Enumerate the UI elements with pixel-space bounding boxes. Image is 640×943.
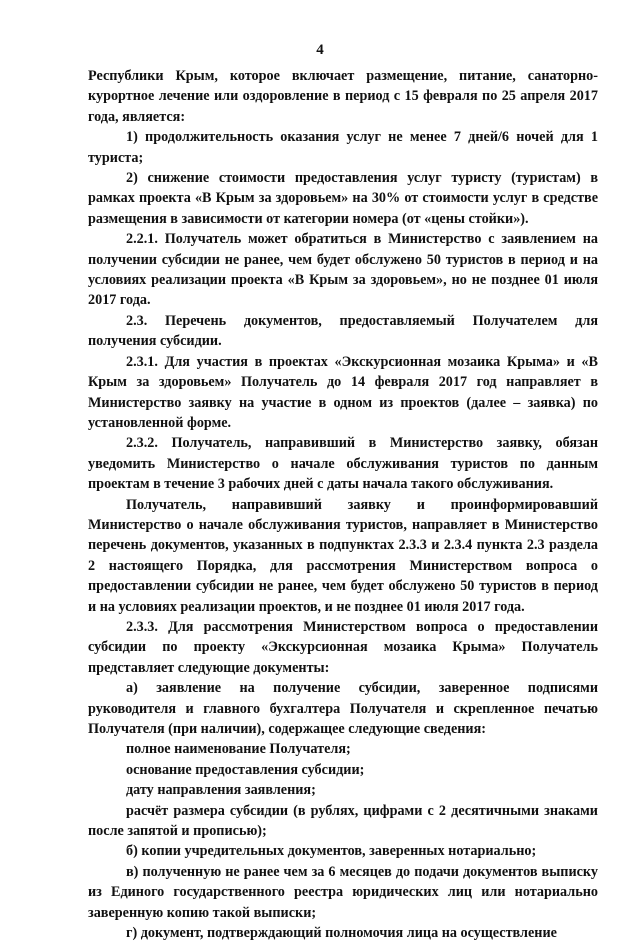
paragraph: расчёт размера субсидии (в рублях, цифрами с 2 десятичными знаками после запятой и прописью); xyxy=(88,802,598,840)
paragraph: 2.3.1. Для участия в проектах «Экскурсионная мозаика Крыма» и «В Крым за здоровьем» Получатель до 14 февраля 2017 год направляет в Министерство заявку на участие в одном из проектов (далее – заявка) по установленной форме. xyxy=(88,353,598,431)
paragraph: 2.3.3. Для рассмотрения Министерством вопроса о предоставлении субсидии по проекту «Экскурсионная мозаика Крыма» Получатель представляет следующие документы: xyxy=(88,618,598,676)
paragraph: 2.2.1. Получатель может обратиться в Министерство с заявлением на получении субсидии не ранее, чем будет обслужено 50 туристов в период и на условиях реализации проекта «В Крым за здоровьем», но не позднее 01 июля 2017 года. xyxy=(88,231,598,309)
paragraph: 1) продолжительность оказания услуг не менее 7 дней/6 ночей для 1 туриста; xyxy=(88,129,598,166)
paragraph: г) документ, подтверждающий полномочия лица на осуществление xyxy=(126,925,557,942)
page-number: 4 xyxy=(316,42,324,58)
paragraph: а) заявление на получение субсидии, заверенное подписями руководителя и главного бухгалтера Получателя и скрепленное печатью Получателя (при наличии), содержащее следующие сведения: xyxy=(88,680,598,737)
paragraph: Республики Крым, которое включает размещение, питание, санаторно-курортное лечение или оздоровление в период с 15 февраля по 25 апреля 2017 года, является: xyxy=(88,68,598,125)
list-item: дату направления заявления; xyxy=(126,782,316,799)
paragraph: в) полученную не ранее чем за 6 месяцев до подачи документов выписку из Единого государственного реестра юридических лиц или нотариально заверенную копию такой выписки; xyxy=(88,863,598,921)
paragraph: б) копии учредительных документов, заверенных нотариально; xyxy=(126,843,537,860)
paragraph: 2.3.2. Получатель, направивший в Министерство заявку, обязан уведомить Министерство о начале обслуживания туристов по данным проектам в течение 3 рабочих дней с даты начала такого обслуживания. xyxy=(88,435,598,493)
paragraph: 2) снижение стоимости предоставления услуг туристу (туристам) в рамках проекта «В Крым за здоровьем» на 30% от стоимости услуг в средстве размещения в зависимости от категории номера (от «цены стойки»). xyxy=(88,170,598,227)
list-item: основание предоставления субсидии; xyxy=(126,761,365,778)
paragraph: Получатель, направивший заявку и проинформировавший Министерство о начале обслуживания туристов, направляет в Министерство перечень документов, указанных в подпунктах 2.3.3 и 2.3.4 пункта 2.3 раздела 2 настоящего Порядка, для рассмотрения Министерством вопроса о предоставлении субсидии не ранее, чем будет обслужено 50 туристов в период и на условиях реализации проектов, и не позднее 01 июля 2017 года. xyxy=(88,496,598,615)
paragraph: 2.3. Перечень документов, предоставляемый Получателем для получения субсидии. xyxy=(88,312,598,350)
document-body xyxy=(88,66,598,943)
list-item: полное наименование Получателя; xyxy=(126,741,351,758)
